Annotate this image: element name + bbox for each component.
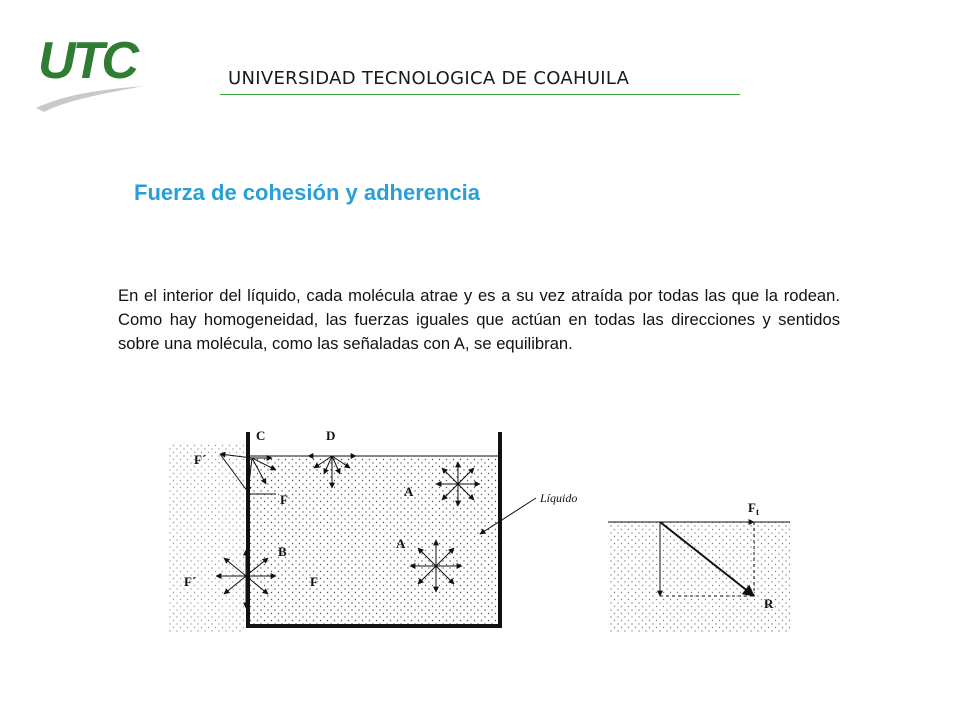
label-f-top: F — [280, 492, 288, 507]
header-divider — [220, 94, 740, 95]
utc-logo — [32, 20, 156, 112]
molecule-a-upper — [436, 462, 480, 506]
label-d: D — [326, 428, 336, 443]
label-c: C — [256, 428, 266, 443]
logo-text: UTC — [38, 32, 136, 90]
label-a-lower: A — [396, 536, 406, 551]
label-a-upper: A — [404, 484, 414, 499]
utc-logo-graphic — [32, 20, 156, 112]
label-f-prime-top: F´ — [194, 452, 207, 467]
institution-name: UNIVERSIDAD TECNOLOGICA DE COAHUILA — [228, 68, 630, 89]
container-liquid — [248, 456, 500, 624]
label-b: B — [278, 544, 287, 559]
label-f-right: F — [310, 574, 318, 589]
label-f-prime-left: F´ — [184, 574, 197, 589]
cohesion-diagram — [168, 426, 790, 632]
diagram-svg — [168, 426, 790, 632]
body-paragraph: En el interior del líquido, cada molécula atrae y es a su vez atraída por todas las que la rodean. Como hay homogeneidad, las fuerzas iguales que actúan en todas las direcciones y sentidos sobre una molécula, como las señaladas con A, se equilibran. — [118, 286, 840, 353]
slide-title: Fuerza de cohesión y adherencia — [134, 180, 481, 205]
label-ft: $F_t$ — [748, 500, 759, 517]
label-liquid: Líquido — [540, 491, 578, 505]
label-r: R — [764, 596, 774, 611]
force-decomposition — [608, 500, 790, 632]
